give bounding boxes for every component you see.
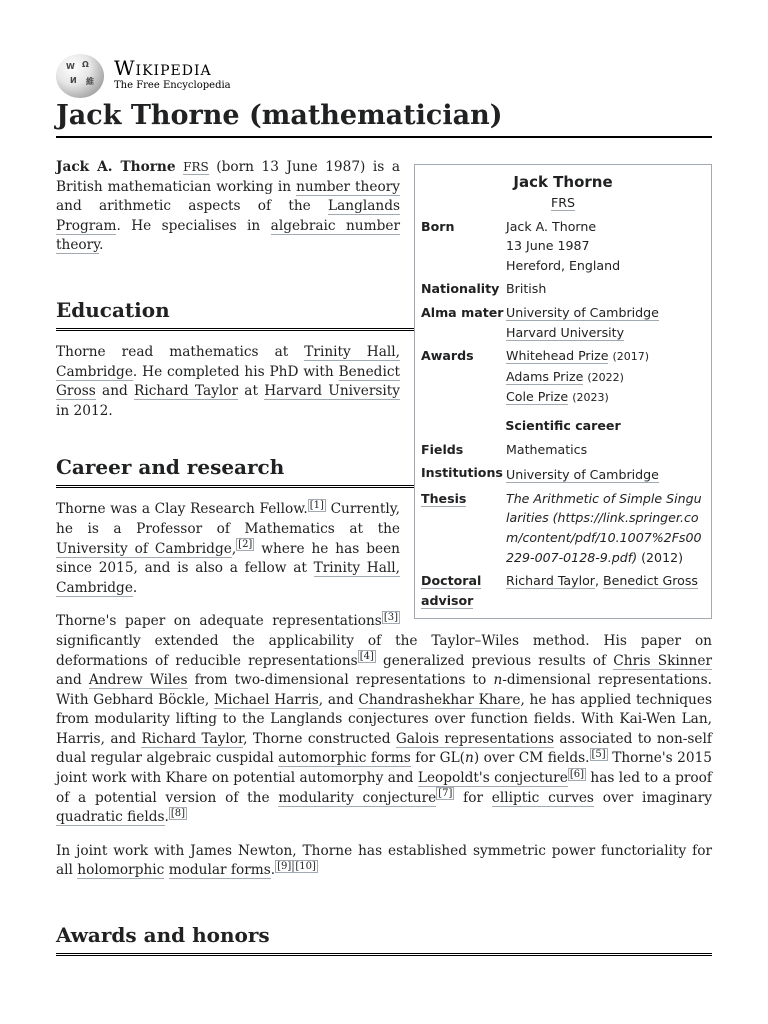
quadratic-fields-link[interactable]: quadratic fields — [56, 809, 165, 826]
institution-cambridge-link[interactable]: University of Cambridge — [506, 467, 659, 483]
galois-representations-link[interactable]: Galois representations — [395, 730, 554, 747]
reference-link[interactable]: [5] — [591, 748, 606, 760]
globe-glyph: Ω — [82, 60, 89, 69]
frs-link[interactable]: FRS — [183, 160, 209, 174]
heading-education: Education — [56, 296, 712, 331]
infobox-row-awards — [421, 346, 705, 408]
automorphic-forms-link[interactable]: automorphic forms — [278, 750, 411, 767]
langlands-program-link[interactable]: Langlands Program — [56, 198, 400, 234]
michael-harris-link[interactable]: Michael Harris — [213, 691, 319, 708]
fields-value: Mathematics — [506, 441, 588, 457]
award-year: (2022) — [587, 370, 624, 384]
reference-link[interactable]: [1] — [309, 499, 324, 511]
wikipedia-globe-logo[interactable] — [56, 54, 104, 98]
infobox-label: Alma mater — [421, 304, 504, 320]
infobox-row-fields — [421, 440, 705, 460]
heading-awards-honors: Awards and honors — [56, 921, 712, 956]
article-body — [56, 158, 712, 968]
algebraic-number-theory-link[interactable]: algebraic number theory — [56, 217, 400, 254]
award-year: (2017) — [612, 350, 650, 364]
advisor-label-link[interactable]: Doctoral advisor — [421, 573, 482, 608]
page-title: Jack Thorne (mathematician) — [56, 96, 712, 138]
reference-link[interactable]: [9] — [277, 860, 292, 872]
infobox-label: Institutions — [421, 465, 503, 481]
infobox-row-institutions — [421, 463, 705, 485]
andrew-wiles-link[interactable]: Andrew Wiles — [88, 672, 188, 689]
trinity-hall-link[interactable]: Trinity Hall, Cambridge — [56, 560, 401, 596]
born-place: Hereford, England — [506, 257, 621, 273]
modularity-conjecture-link[interactable]: modularity conjecture — [278, 789, 437, 806]
born-date: 13 June 1987 — [506, 238, 590, 254]
benedict-gross-link[interactable]: Benedict Gross — [56, 363, 400, 400]
advisor-gross-link[interactable]: Benedict Gross — [603, 573, 698, 589]
reference-link[interactable]: [10] — [295, 860, 316, 872]
infobox-row-alma-mater — [421, 303, 705, 342]
reference-link[interactable]: [3] — [383, 611, 398, 623]
education-paragraph: Thorne read mathematics at Trinity Hall, Cambridge. He completed his PhD with Benedict Gross and Richard Taylor at Harvard University in 2012. — [56, 343, 401, 419]
elliptic-curves-link[interactable]: elliptic curves — [491, 789, 594, 806]
infobox-label: Awards — [421, 348, 474, 364]
reference-link[interactable]: [6] — [569, 768, 584, 780]
reference-link[interactable]: [8] — [170, 807, 186, 819]
advisor-taylor-link[interactable]: Richard Taylor — [506, 573, 595, 589]
richard-taylor-link[interactable]: Richard Taylor — [134, 383, 239, 400]
globe-glyph: 維 — [86, 77, 94, 86]
alma-cambridge-link[interactable]: University of Cambridge — [506, 304, 659, 320]
thesis-title-link[interactable]: The Arithmetic of Simple Singularities (https://link.springer.com/content/pdf/10.1007%2Fs00229-007-0128-9.pdf) — [506, 490, 702, 565]
chris-skinner-link[interactable]: Chris Skinner — [613, 652, 713, 669]
infobox-row-advisor: Doctoral advisor Richard Taylor, Benedict Gross — [421, 573, 698, 608]
modular-forms-link[interactable]: modular forms — [168, 862, 271, 879]
infobox-title: Jack Thorne — [513, 173, 613, 191]
globe-glyph: W — [66, 62, 75, 71]
university-of-cambridge-link[interactable]: University of Cambridge — [56, 540, 232, 557]
award-whitehead-link[interactable]: Whitehead Prize — [506, 348, 609, 364]
infobox-frs-link[interactable]: FRS — [551, 195, 575, 210]
holomorphic-link[interactable]: holomorphic — [77, 862, 165, 879]
infobox — [414, 164, 712, 619]
trinity-hall-link[interactable]: Trinity Hall, Cambridge — [56, 343, 401, 380]
heading-career-research: Career and research — [56, 453, 712, 488]
reference-link[interactable]: [4] — [359, 650, 374, 662]
intro-paragraph: Jack A. Thorne FRS (born 13 June 1987) is a British mathematician working in number theory and arithmetic aspects of the Langlands Program. He specialises in algebraic number theory. — [56, 159, 401, 254]
infobox-value — [506, 217, 705, 276]
reference-link[interactable]: [2] — [238, 538, 253, 550]
number-theory-link[interactable]: number theory — [296, 178, 400, 195]
globe-glyph: И — [70, 76, 77, 85]
infobox-label: Nationality — [421, 281, 500, 297]
infobox-row-thesis — [421, 489, 705, 567]
richard-taylor-link[interactable]: Richard Taylor — [141, 730, 244, 747]
award-adams-link[interactable]: Adams Prize — [506, 368, 584, 384]
award-year: (2023) — [572, 391, 609, 405]
career-paragraph-1: Thorne was a Clay Research Fellow. [1] Currently, he is a Professor of Mathematics at the University of Cambridge, [2] where he has been since 2015, and is also a fellow at Trinity Hall, Cambridge. — [56, 499, 401, 596]
born-name: Jack A. Thorne — [506, 218, 597, 234]
thesis-year: (2012) — [641, 549, 684, 565]
wikipedia-wordmark: Wikipedia — [114, 56, 212, 80]
leopoldts-conjecture-link[interactable]: Leopoldt's conjecture — [417, 770, 568, 787]
wikipedia-header[interactable] — [56, 54, 356, 98]
harvard-university-link[interactable]: Harvard University — [264, 383, 401, 400]
subject-name: Jack A. Thorne — [56, 159, 176, 175]
reference-link[interactable]: [7] — [438, 788, 453, 800]
nationality-value: British — [506, 281, 547, 297]
thesis-label-link[interactable]: Thesis — [421, 490, 467, 506]
infobox-label: Born — [421, 218, 455, 234]
infobox-label: Fields — [421, 441, 464, 457]
infobox-row-born — [421, 217, 705, 276]
infobox-career-header: Scientific career — [505, 417, 621, 433]
award-cole-link[interactable]: Cole Prize — [506, 389, 569, 405]
career-paragraph-3: In joint work with James Newton, Thorne has established symmetric power functoriality for all holomorphic modular forms. [9] [10] — [56, 842, 712, 879]
chandrashekhar-khare-link[interactable]: Chandrashekhar Khare — [358, 691, 521, 708]
career-paragraph-2: Thorne's paper on adequate representations [3] significantly extended the applicability of the Taylor–Wiles method. His paper on deformations of reducible representations [4] generalized previous results of Chris Skinner and Andrew Wiles from two-dimensional representations to n-dimensional representations. With Gebhard Böckle, Michael Harris, and Chandrashekhar Khare, he has applied techniques from modularity lifting to the Langlands conjectures over function fields. With Kai-Wen Lan, Harris, and Richard Taylor, Thorne constructed Galois representations associated to non-self dual regular algebraic cuspidal automorphic forms for GL(n) over CM fields. [5] Thorne's 2015 joint work with Khare on potential automorphy and Leopoldt's conjecture [6] has led to a proof of a potential version of the modularity conjecture [7] for elliptic curves over imaginary quadratic fields. [8] — [56, 611, 713, 826]
alma-harvard-link[interactable]: Harvard University — [506, 324, 625, 340]
infobox-row-nationality — [421, 279, 705, 299]
wikipedia-tagline: The Free Encyclopedia — [114, 80, 231, 91]
